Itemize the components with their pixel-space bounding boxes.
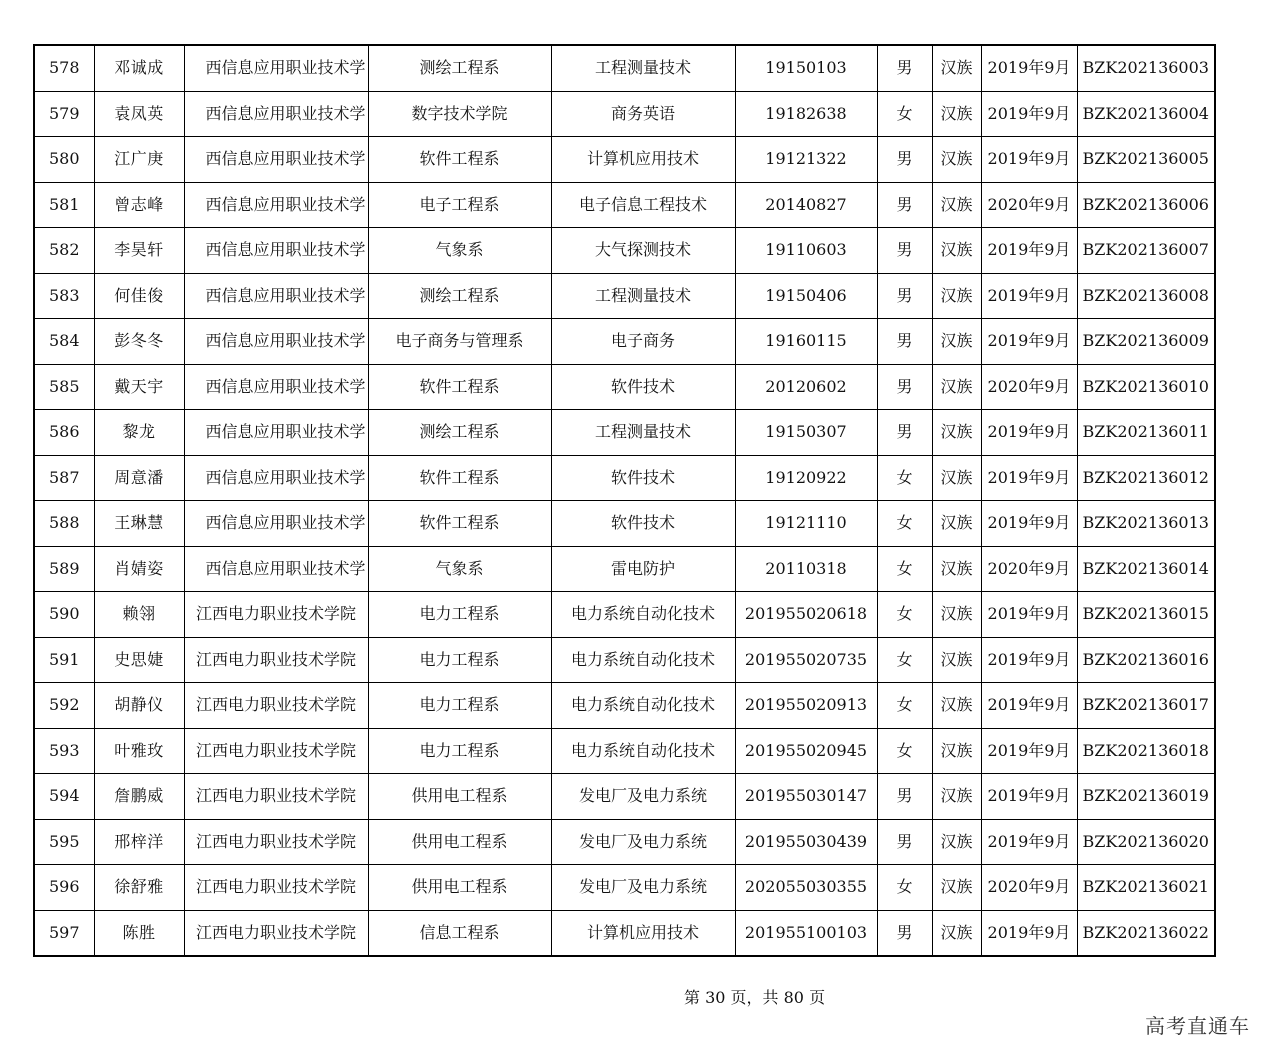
page-indicator: 第 30 页，共 80 页 <box>684 988 826 1007</box>
row-number-cell: 592 <box>34 683 94 729</box>
school-cell: 西信息应用职业技术学 <box>184 228 368 274</box>
department-cell: 数字技术学院 <box>368 91 551 137</box>
row-number-cell: 594 <box>34 774 94 820</box>
ethnicity-cell: 汉族 <box>932 683 981 729</box>
table-row <box>34 637 1215 683</box>
enrollment-date-cell: 2019年9月 <box>981 455 1077 501</box>
certificate-number-cell: BZK202136016 <box>1077 637 1215 683</box>
major-cell: 大气探测技术 <box>551 228 735 274</box>
enrollment-date-cell: 2019年9月 <box>981 273 1077 319</box>
department-cell: 电力工程系 <box>368 728 551 774</box>
department-cell: 气象系 <box>368 228 551 274</box>
enrollment-date-cell: 2019年9月 <box>981 774 1077 820</box>
major-cell: 软件技术 <box>551 501 735 547</box>
enrollment-date-cell: 2019年9月 <box>981 91 1077 137</box>
table-row <box>34 774 1215 820</box>
certificate-number-cell: BZK202136007 <box>1077 228 1215 274</box>
certificate-number-cell: BZK202136011 <box>1077 410 1215 456</box>
name-cell: 徐舒雅 <box>94 865 184 911</box>
table-row <box>34 273 1215 319</box>
gender-cell: 女 <box>877 637 932 683</box>
name-cell: 曾志峰 <box>94 182 184 228</box>
enrollment-date-cell: 2019年9月 <box>981 319 1077 365</box>
certificate-number-cell: BZK202136004 <box>1077 91 1215 137</box>
ethnicity-cell: 汉族 <box>932 910 981 956</box>
enrollment-date-cell: 2019年9月 <box>981 592 1077 638</box>
school-cell: 西信息应用职业技术学 <box>184 273 368 319</box>
school-cell: 江西电力职业技术学院 <box>184 683 368 729</box>
department-cell: 气象系 <box>368 546 551 592</box>
gender-cell: 男 <box>877 137 932 183</box>
school-cell: 江西电力职业技术学院 <box>184 819 368 865</box>
enrollment-date-cell: 2019年9月 <box>981 637 1077 683</box>
gender-cell: 女 <box>877 592 932 638</box>
name-cell: 邓诚成 <box>94 45 184 91</box>
row-number-cell: 586 <box>34 410 94 456</box>
gender-cell: 女 <box>877 91 932 137</box>
gender-cell: 女 <box>877 455 932 501</box>
table-row <box>34 137 1215 183</box>
table-row <box>34 410 1215 456</box>
school-cell: 西信息应用职业技术学 <box>184 455 368 501</box>
ethnicity-cell: 汉族 <box>932 45 981 91</box>
gender-cell: 男 <box>877 182 932 228</box>
school-cell: 西信息应用职业技术学 <box>184 410 368 456</box>
student-id-cell: 19160115 <box>735 319 877 365</box>
enrollment-date-cell: 2019年9月 <box>981 410 1077 456</box>
name-cell: 詹鹏威 <box>94 774 184 820</box>
major-cell: 发电厂及电力系统 <box>551 865 735 911</box>
enrollment-date-cell: 2019年9月 <box>981 501 1077 547</box>
row-number-cell: 579 <box>34 91 94 137</box>
certificate-number-cell: BZK202136003 <box>1077 45 1215 91</box>
name-cell: 胡静仪 <box>94 683 184 729</box>
enrollment-date-cell: 2020年9月 <box>981 364 1077 410</box>
ethnicity-cell: 汉族 <box>932 364 981 410</box>
gender-cell: 男 <box>877 45 932 91</box>
certificate-number-cell: BZK202136018 <box>1077 728 1215 774</box>
school-cell: 西信息应用职业技术学 <box>184 45 368 91</box>
department-cell: 测绘工程系 <box>368 410 551 456</box>
roster-body <box>34 45 1215 956</box>
name-cell: 何佳俊 <box>94 273 184 319</box>
certificate-number-cell: BZK202136021 <box>1077 865 1215 911</box>
row-number-cell: 588 <box>34 501 94 547</box>
name-cell: 黎龙 <box>94 410 184 456</box>
school-cell: 江西电力职业技术学院 <box>184 592 368 638</box>
enrollment-date-cell: 2019年9月 <box>981 683 1077 729</box>
name-cell: 史思婕 <box>94 637 184 683</box>
row-number-cell: 580 <box>34 137 94 183</box>
row-number-cell: 585 <box>34 364 94 410</box>
department-cell: 电力工程系 <box>368 683 551 729</box>
name-cell: 袁凤英 <box>94 91 184 137</box>
department-cell: 测绘工程系 <box>368 273 551 319</box>
student-id-cell: 20110318 <box>735 546 877 592</box>
certificate-number-cell: BZK202136010 <box>1077 364 1215 410</box>
gender-cell: 女 <box>877 728 932 774</box>
school-cell: 江西电力职业技术学院 <box>184 865 368 911</box>
school-cell: 江西电力职业技术学院 <box>184 637 368 683</box>
major-cell: 电力系统自动化技术 <box>551 637 735 683</box>
name-cell: 江广庚 <box>94 137 184 183</box>
row-number-cell: 582 <box>34 228 94 274</box>
major-cell: 发电厂及电力系统 <box>551 819 735 865</box>
enrollment-date-cell: 2019年9月 <box>981 910 1077 956</box>
certificate-number-cell: BZK202136015 <box>1077 592 1215 638</box>
ethnicity-cell: 汉族 <box>932 91 981 137</box>
certificate-number-cell: BZK202136019 <box>1077 774 1215 820</box>
department-cell: 软件工程系 <box>368 455 551 501</box>
gender-cell: 男 <box>877 410 932 456</box>
certificate-number-cell: BZK202136009 <box>1077 319 1215 365</box>
school-cell: 江西电力职业技术学院 <box>184 728 368 774</box>
name-cell: 王琳慧 <box>94 501 184 547</box>
school-cell: 西信息应用职业技术学 <box>184 546 368 592</box>
table-row <box>34 455 1215 501</box>
student-id-cell: 202055030355 <box>735 865 877 911</box>
major-cell: 电子商务 <box>551 319 735 365</box>
name-cell: 肖婧姿 <box>94 546 184 592</box>
certificate-number-cell: BZK202136013 <box>1077 501 1215 547</box>
row-number-cell: 578 <box>34 45 94 91</box>
major-cell: 计算机应用技术 <box>551 137 735 183</box>
ethnicity-cell: 汉族 <box>932 546 981 592</box>
ethnicity-cell: 汉族 <box>932 273 981 319</box>
table-row <box>34 182 1215 228</box>
department-cell: 电子工程系 <box>368 182 551 228</box>
department-cell: 电子商务与管理系 <box>368 319 551 365</box>
student-id-cell: 19120922 <box>735 455 877 501</box>
student-id-cell: 201955020945 <box>735 728 877 774</box>
ethnicity-cell: 汉族 <box>932 410 981 456</box>
student-id-cell: 201955100103 <box>735 910 877 956</box>
name-cell: 彭冬冬 <box>94 319 184 365</box>
gender-cell: 女 <box>877 683 932 729</box>
name-cell: 赖翎 <box>94 592 184 638</box>
table-row <box>34 228 1215 274</box>
ethnicity-cell: 汉族 <box>932 501 981 547</box>
school-cell: 西信息应用职业技术学 <box>184 182 368 228</box>
major-cell: 工程测量技术 <box>551 45 735 91</box>
table-row <box>34 592 1215 638</box>
row-number-cell: 581 <box>34 182 94 228</box>
row-number-cell: 587 <box>34 455 94 501</box>
enrollment-date-cell: 2020年9月 <box>981 546 1077 592</box>
table-row <box>34 364 1215 410</box>
gender-cell: 男 <box>877 774 932 820</box>
gender-cell: 男 <box>877 273 932 319</box>
certificate-number-cell: BZK202136012 <box>1077 455 1215 501</box>
student-id-cell: 19150406 <box>735 273 877 319</box>
school-cell: 江西电力职业技术学院 <box>184 910 368 956</box>
name-cell: 戴天宇 <box>94 364 184 410</box>
student-id-cell: 19150307 <box>735 410 877 456</box>
gender-cell: 男 <box>877 910 932 956</box>
row-number-cell: 597 <box>34 910 94 956</box>
major-cell: 发电厂及电力系统 <box>551 774 735 820</box>
department-cell: 信息工程系 <box>368 910 551 956</box>
enrollment-date-cell: 2019年9月 <box>981 228 1077 274</box>
ethnicity-cell: 汉族 <box>932 137 981 183</box>
student-id-cell: 20120602 <box>735 364 877 410</box>
table-row <box>34 683 1215 729</box>
ethnicity-cell: 汉族 <box>932 319 981 365</box>
name-cell: 邢梓洋 <box>94 819 184 865</box>
major-cell: 雷电防护 <box>551 546 735 592</box>
department-cell: 电力工程系 <box>368 592 551 638</box>
table-row <box>34 45 1215 91</box>
enrollment-date-cell: 2019年9月 <box>981 819 1077 865</box>
student-id-cell: 20140827 <box>735 182 877 228</box>
student-id-cell: 201955020913 <box>735 683 877 729</box>
name-cell: 叶雅玫 <box>94 728 184 774</box>
major-cell: 电子信息工程技术 <box>551 182 735 228</box>
gender-cell: 女 <box>877 546 932 592</box>
gender-cell: 女 <box>877 865 932 911</box>
certificate-number-cell: BZK202136008 <box>1077 273 1215 319</box>
major-cell: 电力系统自动化技术 <box>551 728 735 774</box>
major-cell: 软件技术 <box>551 455 735 501</box>
certificate-number-cell: BZK202136006 <box>1077 182 1215 228</box>
ethnicity-cell: 汉族 <box>932 728 981 774</box>
student-roster-table <box>33 44 1216 957</box>
row-number-cell: 593 <box>34 728 94 774</box>
school-cell: 西信息应用职业技术学 <box>184 91 368 137</box>
major-cell: 电力系统自动化技术 <box>551 683 735 729</box>
gender-cell: 男 <box>877 228 932 274</box>
department-cell: 软件工程系 <box>368 137 551 183</box>
department-cell: 电力工程系 <box>368 637 551 683</box>
school-cell: 西信息应用职业技术学 <box>184 319 368 365</box>
gender-cell: 男 <box>877 819 932 865</box>
name-cell: 李昊轩 <box>94 228 184 274</box>
student-id-cell: 19150103 <box>735 45 877 91</box>
department-cell: 软件工程系 <box>368 501 551 547</box>
school-cell: 西信息应用职业技术学 <box>184 137 368 183</box>
ethnicity-cell: 汉族 <box>932 865 981 911</box>
row-number-cell: 583 <box>34 273 94 319</box>
student-id-cell: 19121322 <box>735 137 877 183</box>
major-cell: 工程测量技术 <box>551 273 735 319</box>
major-cell: 计算机应用技术 <box>551 910 735 956</box>
table-row <box>34 819 1215 865</box>
row-number-cell: 589 <box>34 546 94 592</box>
gender-cell: 女 <box>877 501 932 547</box>
school-cell: 西信息应用职业技术学 <box>184 501 368 547</box>
page-footer <box>0 985 1280 1005</box>
row-number-cell: 595 <box>34 819 94 865</box>
name-cell: 陈胜 <box>94 910 184 956</box>
ethnicity-cell: 汉族 <box>932 637 981 683</box>
enrollment-date-cell: 2020年9月 <box>981 182 1077 228</box>
student-id-cell: 201955030439 <box>735 819 877 865</box>
ethnicity-cell: 汉族 <box>932 182 981 228</box>
major-cell: 电力系统自动化技术 <box>551 592 735 638</box>
major-cell: 工程测量技术 <box>551 410 735 456</box>
table-row <box>34 546 1215 592</box>
name-cell: 周意潘 <box>94 455 184 501</box>
student-id-cell: 19121110 <box>735 501 877 547</box>
department-cell: 供用电工程系 <box>368 819 551 865</box>
department-cell: 测绘工程系 <box>368 45 551 91</box>
row-number-cell: 596 <box>34 865 94 911</box>
watermark-text: 高考直通车 <box>1145 1014 1250 1038</box>
row-number-cell: 590 <box>34 592 94 638</box>
school-cell: 江西电力职业技术学院 <box>184 774 368 820</box>
ethnicity-cell: 汉族 <box>932 228 981 274</box>
table-row <box>34 728 1215 774</box>
ethnicity-cell: 汉族 <box>932 455 981 501</box>
department-cell: 软件工程系 <box>368 364 551 410</box>
major-cell: 商务英语 <box>551 91 735 137</box>
student-id-cell: 201955030147 <box>735 774 877 820</box>
enrollment-date-cell: 2020年9月 <box>981 865 1077 911</box>
ethnicity-cell: 汉族 <box>932 592 981 638</box>
department-cell: 供用电工程系 <box>368 774 551 820</box>
row-number-cell: 584 <box>34 319 94 365</box>
school-cell: 西信息应用职业技术学 <box>184 364 368 410</box>
table-row <box>34 319 1215 365</box>
gender-cell: 男 <box>877 319 932 365</box>
ethnicity-cell: 汉族 <box>932 819 981 865</box>
enrollment-date-cell: 2019年9月 <box>981 728 1077 774</box>
certificate-number-cell: BZK202136014 <box>1077 546 1215 592</box>
student-id-cell: 19110603 <box>735 228 877 274</box>
student-id-cell: 19182638 <box>735 91 877 137</box>
certificate-number-cell: BZK202136022 <box>1077 910 1215 956</box>
table-row <box>34 865 1215 911</box>
row-number-cell: 591 <box>34 637 94 683</box>
student-id-cell: 201955020735 <box>735 637 877 683</box>
major-cell: 软件技术 <box>551 364 735 410</box>
table-row <box>34 91 1215 137</box>
certificate-number-cell: BZK202136005 <box>1077 137 1215 183</box>
certificate-number-cell: BZK202136020 <box>1077 819 1215 865</box>
ethnicity-cell: 汉族 <box>932 774 981 820</box>
gender-cell: 男 <box>877 364 932 410</box>
enrollment-date-cell: 2019年9月 <box>981 45 1077 91</box>
table-row <box>34 910 1215 956</box>
enrollment-date-cell: 2019年9月 <box>981 137 1077 183</box>
student-id-cell: 201955020618 <box>735 592 877 638</box>
table-row <box>34 501 1215 547</box>
certificate-number-cell: BZK202136017 <box>1077 683 1215 729</box>
department-cell: 供用电工程系 <box>368 865 551 911</box>
